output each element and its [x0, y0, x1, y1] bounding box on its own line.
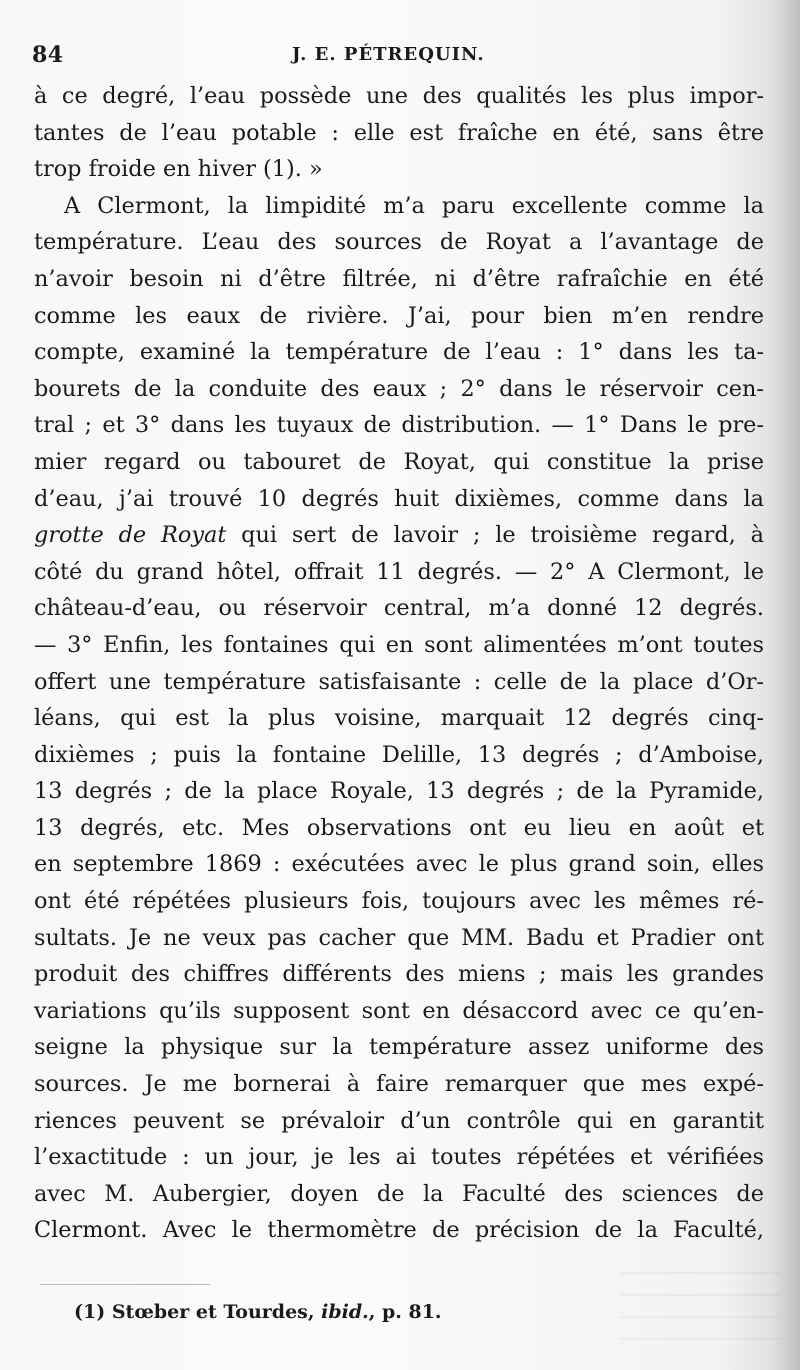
text-line: en septembre 1869 : exécutées avec le plus grand soin, elles — [34, 851, 764, 878]
text-line: compte, examiné la température de l’eau : 1° dans les ta- — [34, 339, 764, 366]
text-line: tral ; et 3° dans les tuyaux de distribution. — 1° Dans le pre- — [34, 412, 764, 439]
running-head: J. E. PÉTREQUIN. — [292, 44, 485, 65]
text-line: ont été répétées plusieurs fois, toujours avec les mêmes ré- — [34, 888, 764, 915]
text-line: — 3° Enfin, les fontaines qui en sont alimentées m’ont toutes — [34, 631, 764, 658]
body-text — [34, 78, 764, 1249]
text-line: léans, qui est la plus voisine, marquait 12 degrés cinq- — [34, 705, 764, 732]
bleed-through-shadow — [620, 1255, 780, 1340]
page-number: 84 — [32, 42, 64, 68]
text-line: mier regard ou tabouret de Royat, qui constitue la prise — [34, 448, 764, 475]
text-line: sultats. Je ne veux pas cacher que MM. Badu et Pradier ont — [34, 924, 764, 951]
text-line: 13 degrés, etc. Mes observations ont eu lieu en août et — [34, 814, 764, 841]
text-line: comme les eaux de rivière. J’ai, pour bien m’en rendre — [34, 302, 764, 329]
text-line: Clermont. Avec le thermomètre de précision de la Faculté, — [34, 1217, 764, 1244]
text-line: d’eau, j’ai trouvé 10 degrés huit dixièmes, comme dans la — [34, 485, 764, 512]
text-line-rest: qui sert de lavoir ; le troisième regard, à — [226, 522, 764, 549]
footnote — [74, 1301, 442, 1323]
text-line: tantes de l’eau potable : elle est fraîche en été, sans être — [34, 119, 764, 146]
text-line: riences peuvent se prévaloir d’un contrôle qui en garantit — [34, 1107, 764, 1134]
text-line: trop froide en hiver (1). » — [34, 156, 323, 183]
text-line: à ce degré, l’eau possède une des qualités les plus impor- — [34, 83, 764, 109]
text-line: n’avoir besoin ni d’être filtrée, ni d’être rafraîchie en été — [34, 265, 764, 292]
text-line: l’exactitude : un jour, je les ai toutes répétées et vérifiées — [34, 1144, 764, 1171]
text-line-with-italic — [34, 517, 764, 554]
footnote-text: Stœber et Tourdes, — [111, 1301, 315, 1323]
text-line: offert une température satisfaisante : celle de la place d’Or- — [34, 668, 764, 695]
italic-place-name: grotte de Royat — [34, 522, 227, 549]
text-line: côté du grand hôtel, offrait 11 degrés. — 2° A Clermont, le — [34, 558, 764, 585]
text-line: variations qu’ils supposent sont en désaccord avec ce qu’en- — [34, 997, 764, 1024]
footnote-marker: (1) — [74, 1301, 106, 1323]
text-line: sources. Je me bornerai à faire remarquer que mes expé- — [34, 1071, 764, 1098]
text-line: 13 degrés ; de la place Royale, 13 degrés ; de la Pyramide, — [34, 778, 764, 805]
text-line: dixièmes ; puis la fontaine Delille, 13 degrés ; d’Amboise, — [34, 741, 764, 768]
text-line: A Clermont, la limpidité m’a paru excellente comme la — [64, 192, 764, 219]
text-line: château-d’eau, ou réservoir central, m’a donné 12 degrés. — [34, 595, 764, 622]
text-line: température. L’eau des sources de Royat a l’avantage de — [34, 229, 764, 256]
text-line: avec M. Aubergier, doyen de la Faculté des sciences de — [34, 1180, 764, 1207]
page-header — [32, 38, 760, 78]
footnote-text-end: , p. 81. — [368, 1301, 442, 1323]
text-line: bourets de la conduite des eaux ; 2° dans le réservoir cen- — [34, 375, 764, 402]
footnote-rule — [40, 1284, 210, 1285]
text-line: produit des chiffres différents des miens ; mais les grandes — [34, 961, 764, 988]
text-line: seigne la physique sur la température assez uniforme des — [34, 1034, 764, 1061]
footnote-italic: ibid. — [321, 1301, 369, 1323]
